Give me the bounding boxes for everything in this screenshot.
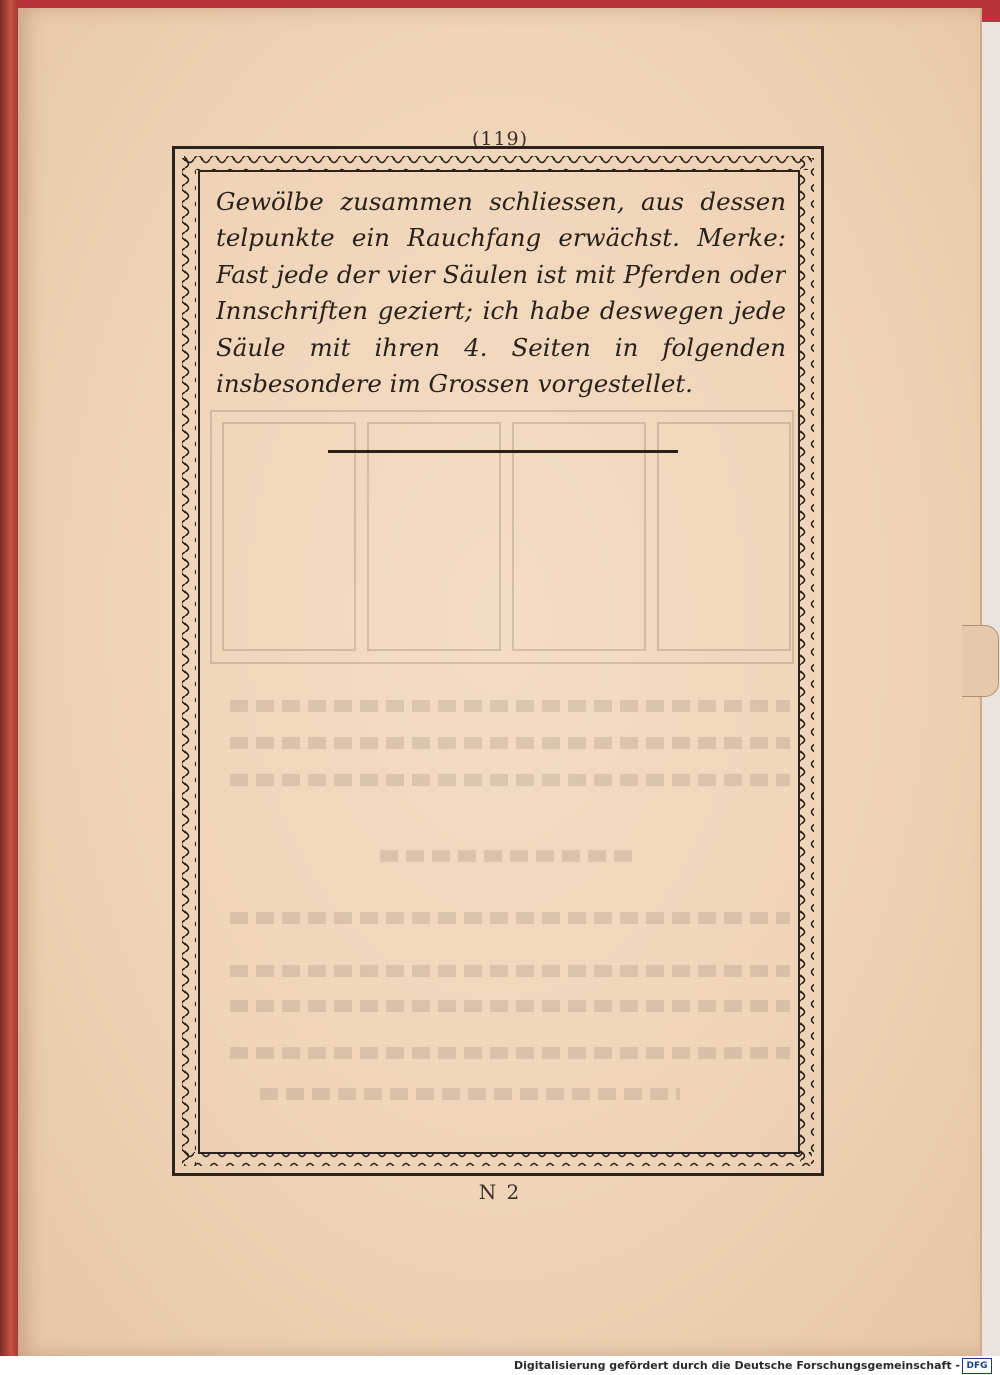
section-rule [328,450,678,453]
dfg-logo-icon: DFG [962,1358,992,1374]
page-edge-tab [962,625,999,697]
signature-mark: N 2 [478,1180,522,1204]
digitization-credit: Digitalisierung gefördert durch die Deutsche Forschungsgemeinschaft - [513,1359,960,1372]
text-line: Gewölbe zusammen schliessen, aus dessen [216,187,786,216]
text-line: telpunkte ein Rauchfang erwächst. Merke: [216,223,786,253]
book-spine [0,0,18,1360]
page-number: (119) [471,128,529,150]
text-line: insbesondere im Grossen vorgestellet. [216,368,693,398]
text-line: Säule mit ihren 4. Seiten in folgenden [216,332,786,362]
text-line: Innschriften geziert; ich habe deswegen jede [216,296,786,326]
body-text [216,184,786,402]
text-line: Fast jede der vier Säulen ist mit Pferden oder [216,259,786,289]
